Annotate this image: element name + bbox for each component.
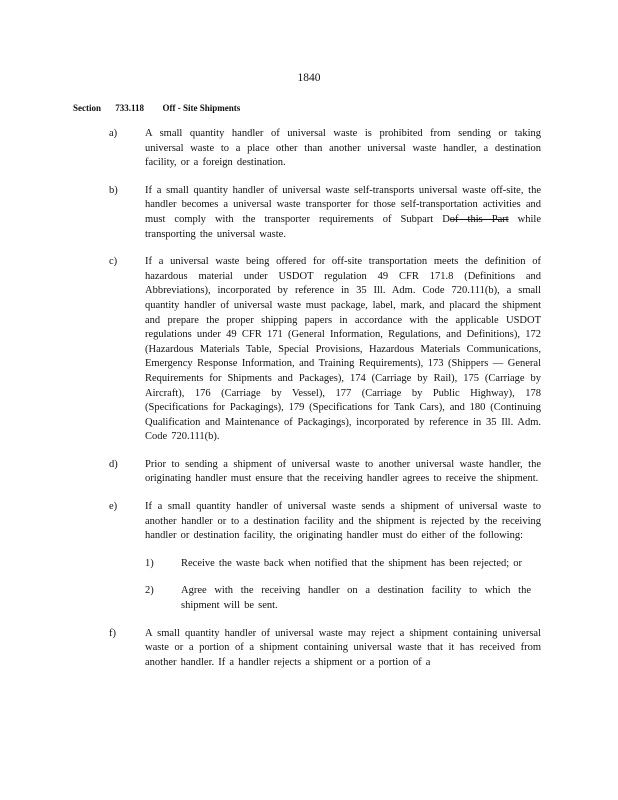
sub-item-label: 1) [145,557,154,569]
section-title: Off - Site Shipments [162,103,241,113]
subsection-a [0,127,618,171]
subsection-text: Prior to sending a shipment of universal waste to another universal waste handler, the originating handler must ensure that the receiving handler agrees to receive the shipment. [145,458,541,485]
subsection-text: If a small quantity handler of universal waste sends a shipment of universal waste to another handler or to a destination facility and the shipment is rejected by the receiving handler or destination facility, the originating handler must do either of the following: [145,501,541,542]
section-body [0,127,618,683]
section-heading [73,103,240,113]
subsection-b [0,184,618,242]
subsection-text-after: while transporting the universal waste. [145,213,541,240]
subsection-e [0,500,618,614]
sub-item-label: 2) [145,585,154,597]
sub-item-text: Agree with the receiving handler on a destination facility to which the shipment will be sent. [181,585,531,612]
subsection-c [0,255,618,445]
subsection-text-before: If a small quantity handler of universal waste self-transports universal waste off-site, the handler becomes a universal waste transporter for those self-transportation activities and must comply with the transporter requirements of Subpart D [145,184,541,225]
subsection-label: d) [109,458,118,470]
sub-item-2 [0,584,618,613]
subsection-text: A small quantity handler of universal waste is prohibited from sending or taking universal waste to a place other than another universal waste handler, a destination facility, or a foreign destination. [145,128,541,169]
section-number: 733.118 [115,103,145,113]
section-label: Section [73,103,101,113]
subsection-label: e) [109,501,118,513]
subsection-text [145,184,541,242]
subsection-text: A small quantity handler of universal waste may reject a shipment containing universal waste or a portion of a shipment containing universal waste that it has received from another handler. If a handler rejects a shipment or a portion of a [145,627,541,668]
subsection-f [0,627,618,671]
subsection-label: a) [109,128,118,139]
page-number: 1840 [297,72,321,84]
subsection-label: c) [109,256,118,268]
subsection-text: If a universal waste being offered for off-site transportation meets the definition of hazardous material under USDOT regulation 49 CFR 171.8 (Definitions and Abbreviations), incorporated by reference in 35 Ill. Adm. Code 720.111(b), a small quantity handler of universal waste must package, label, mark, and placard the shipment and prepare the proper shipping papers in accordance with the applicable USDOT regulations under 49 CFR 171 (General Information, Regulations, and Definitions), 172 (Hazardous Materials Table, Special Provisions, Hazardous Materials Communications, Emergency Response Information, and Training Requirements), 173 (Shippers — General Requirements for Shipments and Packages), 174 (Carriage by Rail), 175 (Carriage by Aircraft), 176 (Carriage by Vessel), 177 (Carriage by Public Highway), 178 (Specifications for Packagings), 179 (Specifications for Tank Cars), and 180 (Continuing Qualification and Maintenance of Packagings), incorporated by reference in 35 Ill. Adm. Code 720.111(b). [145,256,541,443]
sub-item-1 [0,557,618,572]
subsection-d [0,458,618,487]
struck-text: of this Part [449,213,509,225]
subsection-e-list [0,557,618,614]
subsection-label: b) [109,184,118,196]
sub-item-text: Receive the waste back when notified that the shipment has been rejected; or [181,557,523,569]
subsection-label: f) [109,627,116,639]
